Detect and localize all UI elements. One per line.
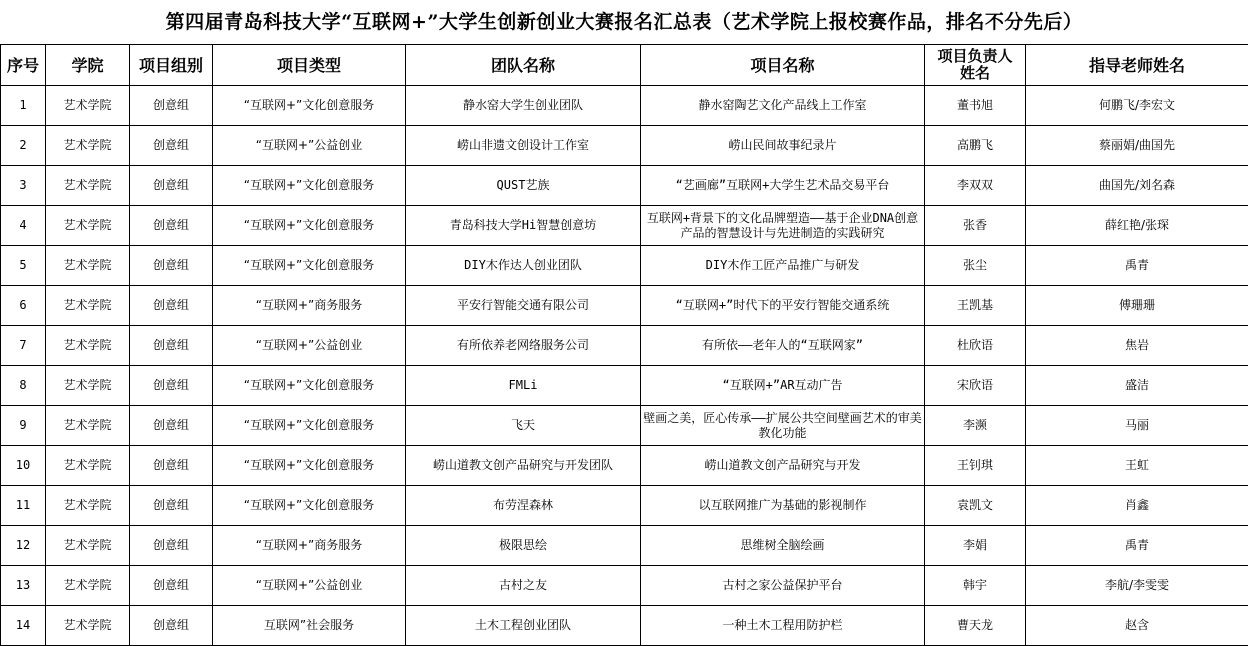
cell-team: 青岛科技大学Hi智慧创意坊 (406, 206, 641, 246)
cell-project: 崂山民间故事纪录片 (641, 126, 925, 166)
cell-mentor: 曲国先/刘名森 (1026, 166, 1248, 206)
cell-no: 14 (1, 606, 46, 646)
cell-project: 思维树全脑绘画 (641, 526, 925, 566)
cell-team: 古村之友 (406, 566, 641, 606)
cell-no: 5 (1, 246, 46, 286)
cell-leader: 韩宇 (925, 566, 1026, 606)
cell-college: 艺术学院 (46, 286, 130, 326)
cell-group: 创意组 (130, 126, 213, 166)
cell-type: “互联网+”商务服务 (213, 526, 406, 566)
cell-type: “互联网+”公益创业 (213, 326, 406, 366)
cell-mentor: 禹青 (1026, 246, 1248, 286)
table-row (1, 86, 1248, 126)
cell-team: 有所依养老网络服务公司 (406, 326, 641, 366)
cell-project: 有所依——老年人的“互联网家” (641, 326, 925, 366)
table-row (1, 326, 1248, 366)
cell-college: 艺术学院 (46, 486, 130, 526)
table-row (1, 166, 1248, 206)
cell-project: “艺画廊”互联网+大学生艺术品交易平台 (641, 166, 925, 206)
cell-mentor: 肖鑫 (1026, 486, 1248, 526)
cell-project: “互联网+”时代下的平安行智能交通系统 (641, 286, 925, 326)
cell-leader: 袁凯文 (925, 486, 1026, 526)
cell-mentor: 傅珊珊 (1026, 286, 1248, 326)
cell-team: 极限思绘 (406, 526, 641, 566)
cell-mentor: 蔡丽娟/曲国先 (1026, 126, 1248, 166)
cell-project: 古村之家公益保护平台 (641, 566, 925, 606)
header-type: 项目类型 (213, 45, 406, 86)
cell-type: 互联网”社会服务 (213, 606, 406, 646)
cell-mentor: 李航/李雯雯 (1026, 566, 1248, 606)
cell-type: “互联网+”文化创意服务 (213, 446, 406, 486)
table-row (1, 446, 1248, 486)
cell-team: 布劳涅森林 (406, 486, 641, 526)
cell-no: 13 (1, 566, 46, 606)
table-row (1, 566, 1248, 606)
cell-team: 崂山非遗文创设计工作室 (406, 126, 641, 166)
cell-project: “互联网+”AR互动广告 (641, 366, 925, 406)
table-row (1, 606, 1248, 646)
header-college: 学院 (46, 45, 130, 86)
cell-college: 艺术学院 (46, 326, 130, 366)
cell-team: 静水窑大学生创业团队 (406, 86, 641, 126)
cell-college: 艺术学院 (46, 406, 130, 446)
cell-no: 8 (1, 366, 46, 406)
cell-team: 平安行智能交通有限公司 (406, 286, 641, 326)
cell-mentor: 何鹏飞/李宏文 (1026, 86, 1248, 126)
cell-group: 创意组 (130, 446, 213, 486)
table-row (1, 526, 1248, 566)
cell-leader: 高鹏飞 (925, 126, 1026, 166)
cell-type: “互联网+”商务服务 (213, 286, 406, 326)
registration-table (0, 44, 1248, 646)
cell-college: 艺术学院 (46, 446, 130, 486)
cell-group: 创意组 (130, 406, 213, 446)
cell-college: 艺术学院 (46, 166, 130, 206)
cell-type: “互联网+”公益创业 (213, 566, 406, 606)
cell-no: 4 (1, 206, 46, 246)
cell-mentor: 盛洁 (1026, 366, 1248, 406)
header-project: 项目名称 (641, 45, 925, 86)
cell-type: “互联网+”文化创意服务 (213, 406, 406, 446)
cell-mentor: 禹青 (1026, 526, 1248, 566)
cell-team: DIY木作达人创业团队 (406, 246, 641, 286)
cell-no: 2 (1, 126, 46, 166)
header-mentor: 指导老师姓名 (1026, 45, 1248, 86)
cell-type: “互联网+”公益创业 (213, 126, 406, 166)
cell-group: 创意组 (130, 246, 213, 286)
cell-leader: 李双双 (925, 166, 1026, 206)
cell-project: 崂山道教文创产品研究与开发 (641, 446, 925, 486)
cell-group: 创意组 (130, 326, 213, 366)
cell-mentor: 马丽 (1026, 406, 1248, 446)
cell-team: QUST艺族 (406, 166, 641, 206)
cell-project: 一种土木工程用防护栏 (641, 606, 925, 646)
cell-mentor: 王虹 (1026, 446, 1248, 486)
cell-project: 以互联网推广为基础的影视制作 (641, 486, 925, 526)
cell-group: 创意组 (130, 606, 213, 646)
cell-no: 11 (1, 486, 46, 526)
cell-leader: 王钊琪 (925, 446, 1026, 486)
cell-leader: 董书旭 (925, 86, 1026, 126)
cell-project: 互联网+背景下的文化品牌塑造——基于企业DNA创意产品的智慧设计与先进制造的实践研究 (641, 206, 925, 246)
header-group: 项目组别 (130, 45, 213, 86)
cell-leader: 李濒 (925, 406, 1026, 446)
cell-leader: 宋欣语 (925, 366, 1026, 406)
cell-leader: 杜欣语 (925, 326, 1026, 366)
cell-no: 6 (1, 286, 46, 326)
cell-no: 1 (1, 86, 46, 126)
cell-team: FMLi (406, 366, 641, 406)
cell-leader: 李娟 (925, 526, 1026, 566)
cell-group: 创意组 (130, 526, 213, 566)
cell-team: 崂山道教文创产品研究与开发团队 (406, 446, 641, 486)
cell-college: 艺术学院 (46, 526, 130, 566)
cell-college: 艺术学院 (46, 566, 130, 606)
table-row (1, 406, 1248, 446)
cell-group: 创意组 (130, 566, 213, 606)
cell-project: 壁画之美，匠心传承——扩展公共空间壁画艺术的审美教化功能 (641, 406, 925, 446)
cell-no: 3 (1, 166, 46, 206)
cell-group: 创意组 (130, 486, 213, 526)
cell-college: 艺术学院 (46, 366, 130, 406)
cell-team: 飞天 (406, 406, 641, 446)
cell-type: “互联网+”文化创意服务 (213, 86, 406, 126)
table-body (1, 86, 1248, 646)
cell-type: “互联网+”文化创意服务 (213, 166, 406, 206)
cell-project: 静水窑陶艺文化产品线上工作室 (641, 86, 925, 126)
header-team: 团队名称 (406, 45, 641, 86)
page-title: 第四届青岛科技大学“互联网+”大学生创新创业大赛报名汇总表（艺术学院上报校赛作品，排名不分先后） (165, 11, 1083, 33)
cell-college: 艺术学院 (46, 246, 130, 286)
table-row (1, 366, 1248, 406)
cell-type: “互联网+”文化创意服务 (213, 486, 406, 526)
header-no: 序号 (1, 45, 46, 86)
cell-college: 艺术学院 (46, 206, 130, 246)
cell-leader: 张香 (925, 206, 1026, 246)
cell-leader: 曹天龙 (925, 606, 1026, 646)
cell-group: 创意组 (130, 286, 213, 326)
cell-group: 创意组 (130, 166, 213, 206)
table-header-row (1, 45, 1248, 86)
table-row (1, 486, 1248, 526)
cell-group: 创意组 (130, 86, 213, 126)
table-row (1, 246, 1248, 286)
cell-group: 创意组 (130, 366, 213, 406)
table-row (1, 126, 1248, 166)
cell-type: “互联网+”文化创意服务 (213, 246, 406, 286)
cell-type: “互联网+”文化创意服务 (213, 206, 406, 246)
table-row (1, 206, 1248, 246)
cell-type: “互联网+”文化创意服务 (213, 366, 406, 406)
cell-mentor: 赵含 (1026, 606, 1248, 646)
cell-no: 12 (1, 526, 46, 566)
cell-mentor: 焦岩 (1026, 326, 1248, 366)
cell-college: 艺术学院 (46, 86, 130, 126)
header-leader: 项目负责人姓名 (925, 45, 1026, 86)
cell-mentor: 薛红艳/张琛 (1026, 206, 1248, 246)
cell-college: 艺术学院 (46, 606, 130, 646)
cell-no: 9 (1, 406, 46, 446)
cell-college: 艺术学院 (46, 126, 130, 166)
cell-group: 创意组 (130, 206, 213, 246)
cell-leader: 张尘 (925, 246, 1026, 286)
cell-project: DIY木作工匠产品推广与研发 (641, 246, 925, 286)
table-row (1, 286, 1248, 326)
cell-team: 土木工程创业团队 (406, 606, 641, 646)
cell-no: 7 (1, 326, 46, 366)
cell-leader: 王凯基 (925, 286, 1026, 326)
cell-no: 10 (1, 446, 46, 486)
